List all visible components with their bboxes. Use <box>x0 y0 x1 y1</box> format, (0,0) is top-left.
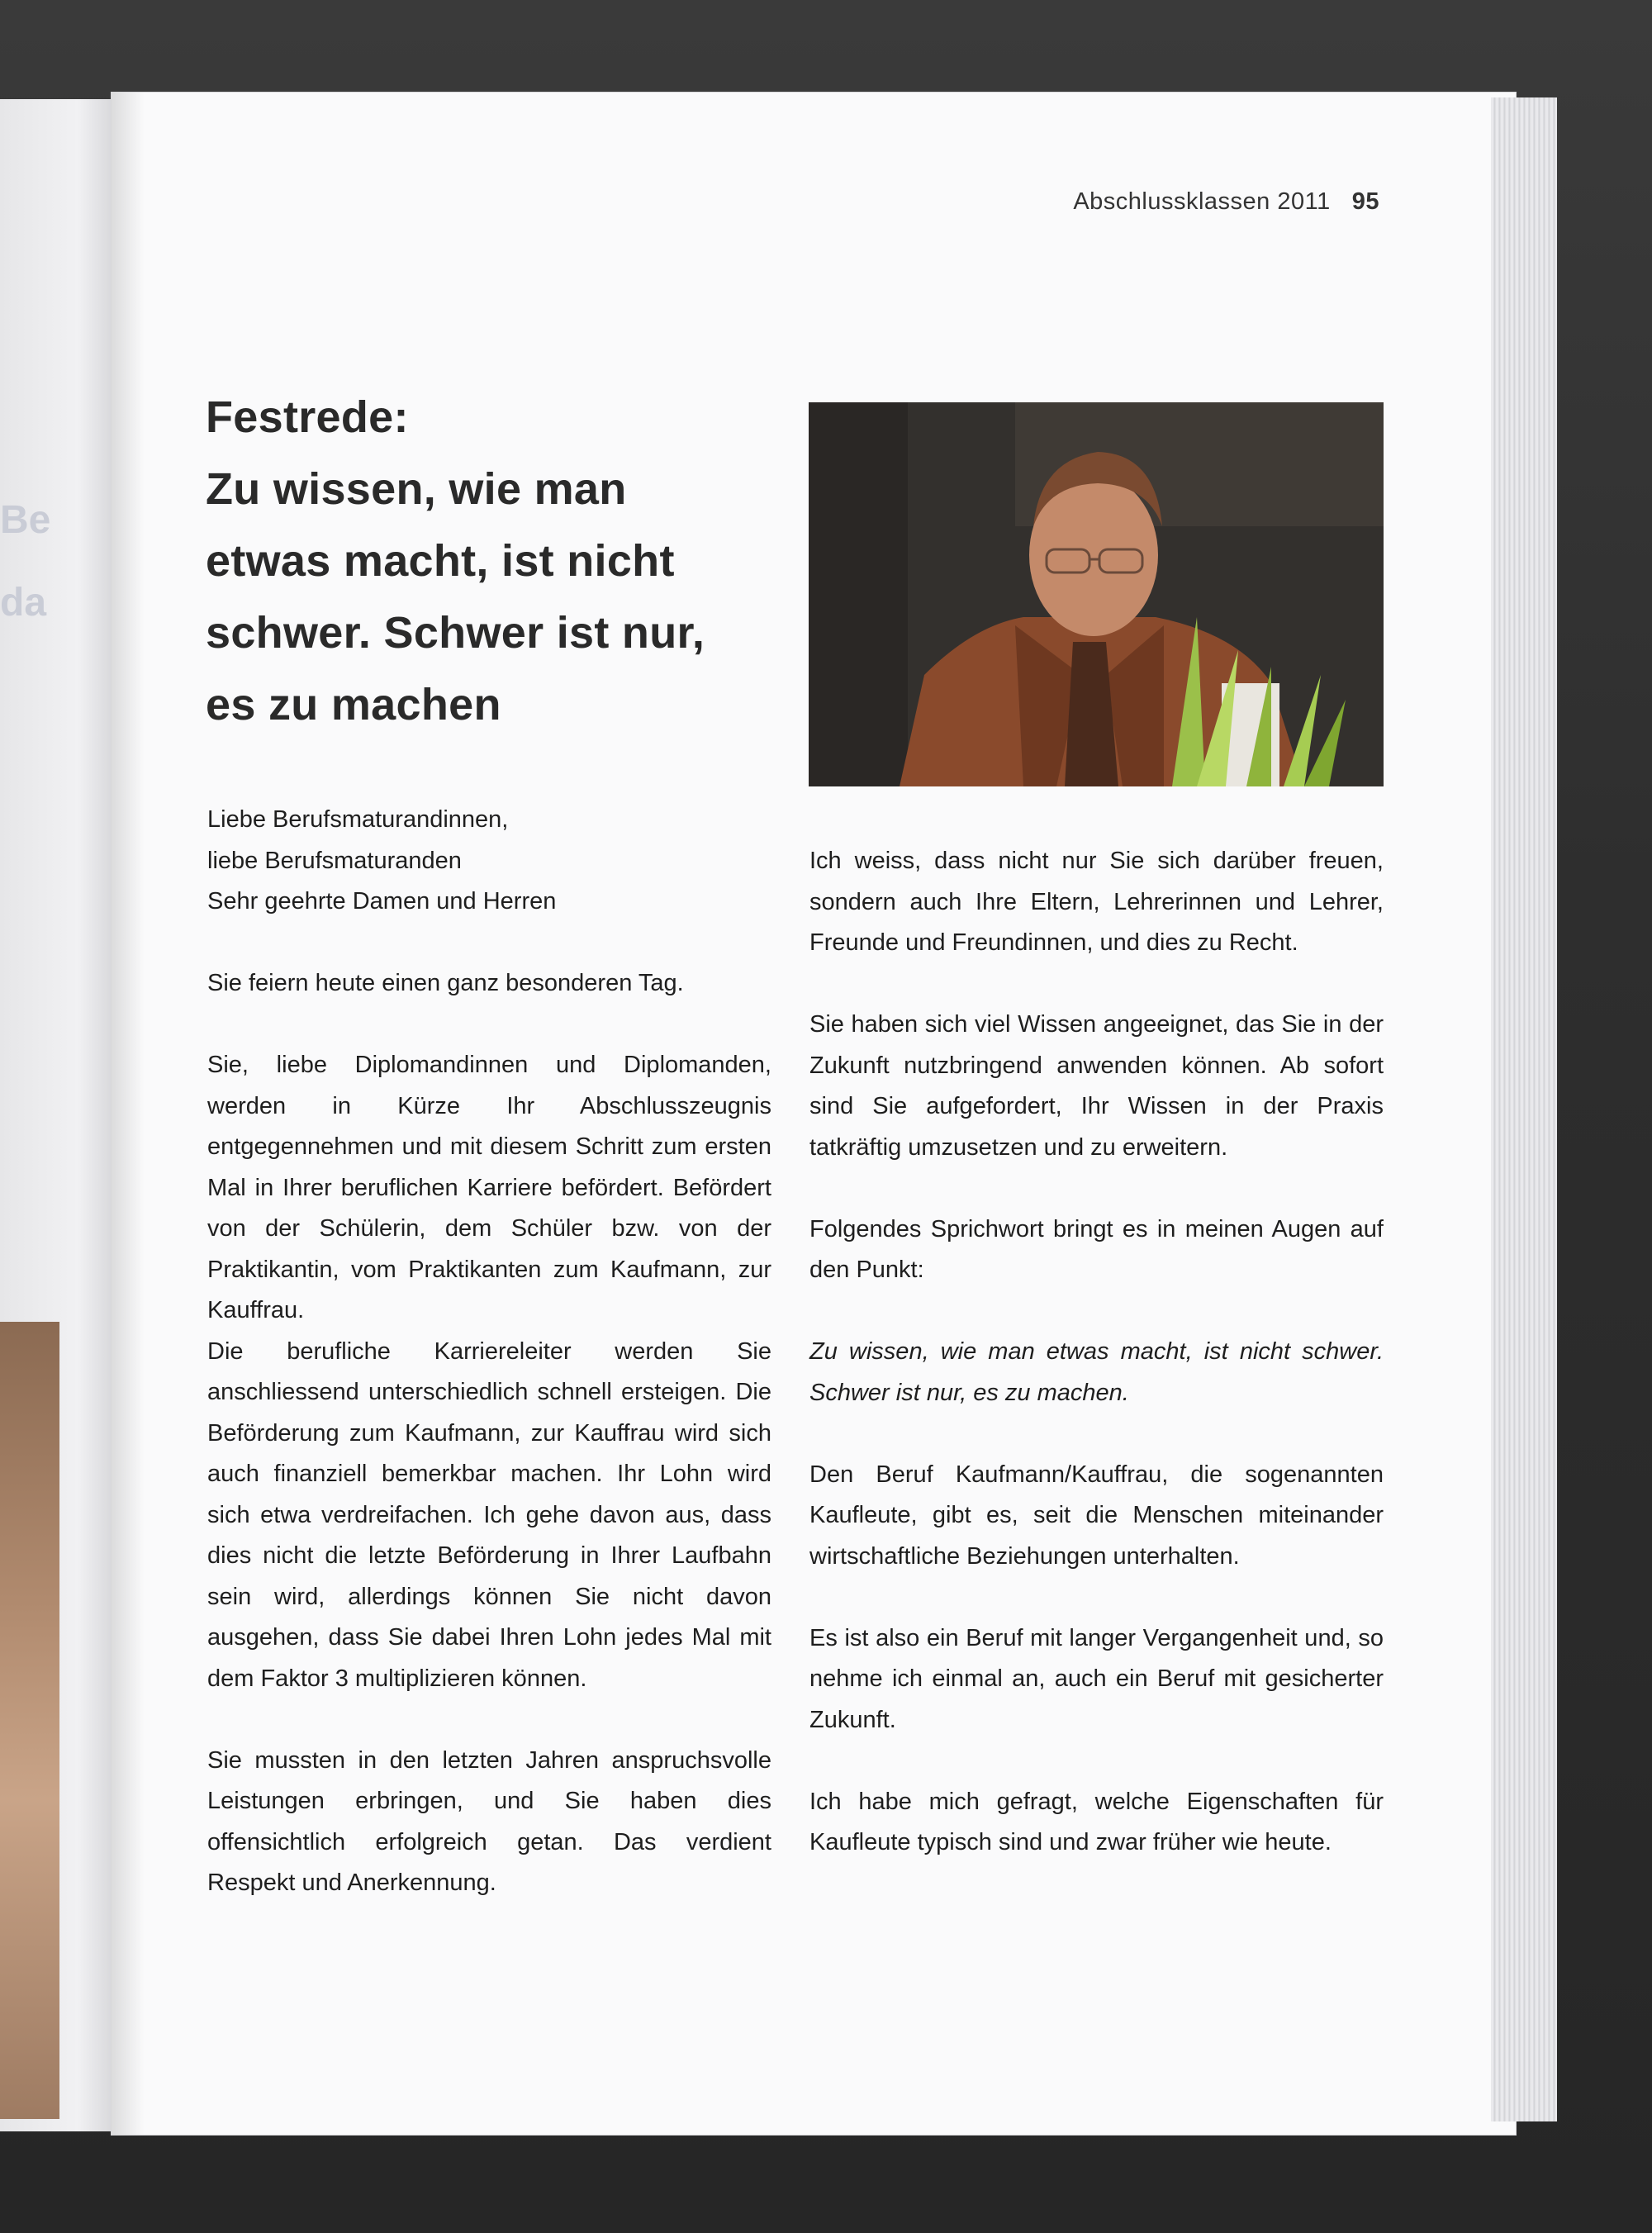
gutter-shadow <box>112 93 145 2135</box>
section-title: Abschlussklassen 2011 <box>1073 188 1331 215</box>
left-page-heading-fragment <box>0 479 50 644</box>
salutation-line-1: Liebe Berufsmaturandinnen, <box>207 806 509 833</box>
page-number: 95 <box>1351 188 1379 215</box>
right-paragraph-3: Folgendes Sprichwort bringt es in meinen Augen auf den Punkt: <box>809 1215 1384 1283</box>
right-paragraph-6: Ich habe mich gefragt, welche Eigenschaften für Kaufleute typisch sind und zwar früher wie heute. <box>809 1788 1384 1855</box>
running-head <box>0 188 1652 216</box>
left-page-edge <box>0 99 112 2131</box>
right-text-column <box>809 841 1384 1904</box>
right-paragraph-4: Den Beruf Kaufmann/Kauffrau, die sogenannten Kaufleute, gibt es, seit die Menschen miteinander wirtschaftliche Beziehungen unterhalten. <box>809 1461 1384 1570</box>
title-line-5: es zu machen <box>206 680 501 729</box>
article-title <box>206 382 784 741</box>
title-line-2: Zu wissen, wie man <box>206 464 627 514</box>
right-paragraph-1: Ich weiss, dass nicht nur Sie sich darüber freuen, sondern auch Ihre Eltern, Lehrerinnen und Lehrer, Freunde und Freundinnen, und dies zu Recht. <box>809 848 1384 956</box>
right-paragraph-2: Sie haben sich viel Wissen angeeignet, das Sie in der Zukunft nutzbringend anwenden können. Ab sofort sind Sie aufgefordert, Ihr Wissen in der Praxis tatkräftig umzusetzen und zu erweitern. <box>809 1011 1384 1161</box>
right-paragraph-5: Es ist also ein Beruf mit langer Vergangenheit und, so nehme ich einmal an, auch ein Beruf mit gesicherter Zukunft. <box>809 1624 1384 1733</box>
left-text-column <box>207 800 771 1945</box>
speaker-photo-illustration <box>809 402 1384 786</box>
left-paragraph-4: Sie mussten in den letzten Jahren anspruchsvolle Leistungen erbringen, und Sie haben dies offensichtlich erfolgreich getan. Das verdient Respekt und Anerkennung. <box>207 1746 771 1896</box>
left-paragraph-2: Sie, liebe Diplomandinnen und Diplomanden, werden in Kürze Ihr Abschlusszeugnis entgegennehmen und mit diesem Schritt zum ersten Mal in Ihrer beruflichen Karriere befördert. Befördert von der Schülerin, dem Schüler bzw. von der Praktikantin, vom Praktikanten zum Kaufmann, zur Kauffrau. <box>207 1052 771 1323</box>
salutation-line-3: Sehr geehrte Damen und Herren <box>207 888 557 915</box>
title-line-1: Festrede: <box>206 392 409 442</box>
title-line-3: etwas macht, ist nicht <box>206 536 675 586</box>
left-page-photo-fragment <box>0 1322 59 2119</box>
ghost-letters-1: Be <box>0 498 51 542</box>
speaker-photo <box>809 402 1384 786</box>
title-line-4: schwer. Schwer ist nur, <box>206 608 705 658</box>
proverb-quote: Zu wissen, wie man etwas macht, ist nicht schwer. Schwer ist nur, es zu machen. <box>809 1338 1384 1406</box>
left-paragraph-3: Die berufliche Karriereleiter werden Sie anschliessend unterschiedlich schnell ersteigen. Die Beförderung zum Kaufmann, zur Kauffrau wird sich auch finanziell bemerkbar machen. Ihr Lohn wird sich etwa verdreifachen. Ich gehe davon aus, dass dies nicht die letzte Beförderung in Ihrer Laufbahn sein wird, allerdings können Sie nicht davon ausgehen, dass Sie dabei Ihren Lohn jedes Mal mit dem Faktor 3 multiplizieren können. <box>207 1337 771 1692</box>
left-paragraph-1: Sie feiern heute einen ganz besonderen Tag. <box>207 970 684 996</box>
salutation-line-2: liebe Berufsmaturanden <box>207 847 462 874</box>
page-stack-edge <box>1491 97 1557 2121</box>
ghost-letters-2: da <box>0 581 47 625</box>
